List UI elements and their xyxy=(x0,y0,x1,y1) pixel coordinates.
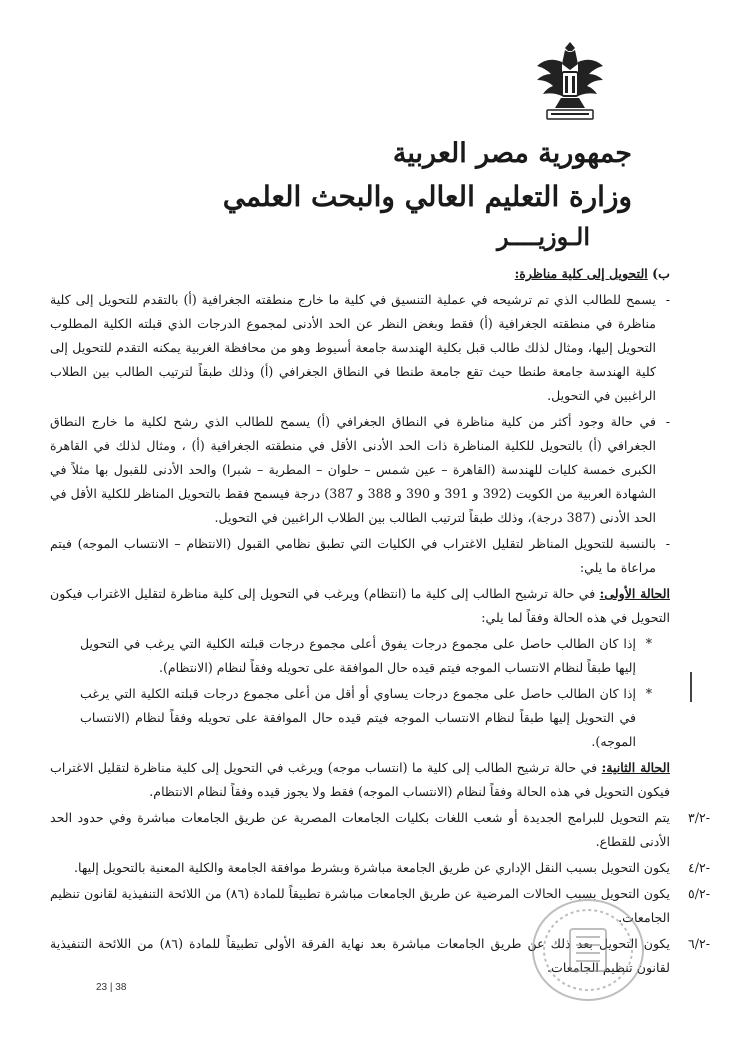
margin-mark xyxy=(690,672,692,702)
numbered-item-4 xyxy=(50,856,710,880)
dash-marker: - xyxy=(665,536,670,551)
paragraph-2-text: في حالة وجود أكثر من كلية مناظرة في النطاق الجغرافي (أ) يسمح للطالب الذي رشح لكلية ما خارج النطاق الجغرافي (أ) بالتحويل للكلية المناظرة ذات الحد الأدنى الأقل في منطقته الجغرافية (أ) ، ومثال لذلك في القاهرة الكبرى خمسة كليات للهندسة (القاهرة – عين شمس – حلوان – المطرية – شبرا) والحد الأدنى للقبول بها مثلاً في الشهادة العربية من الكويت (392 و 391 و 390 و 388 و 387) درجة فيسمح فقط بالتحويل المناظر للكلية الأقل في الحد الأدنى (387 درجة)، وذلك طبقاً لترتيب الطالب بين الطلاب الراغبين في التحويل. xyxy=(50,414,657,525)
numbered-item-6-num: ٦/٢- xyxy=(687,936,710,951)
case-1-label: الحالة الأولى: xyxy=(599,586,670,601)
page-number: 23 | 38 xyxy=(96,982,127,993)
letterhead-ministry: وزارة التعليم العالي والبحث العلمي xyxy=(222,180,632,213)
case-1-item-1 xyxy=(50,632,670,680)
asterisk-marker: * xyxy=(645,636,652,651)
case-2-label: الحالة الثانية: xyxy=(601,760,670,775)
paragraph-3-text: بالنسبة للتحويل المناظر لتقليل الاغتراب في الكليات التي تطبق نظامي القبول (الانتظام – الانتساب الموجه) فيتم مراعاة ما يلي: xyxy=(50,536,656,575)
paragraph-2 xyxy=(50,410,670,530)
case-1-item-1-text: إذا كان الطالب حاصل على مجموع درجات يفوق أعلى مجموع درجات قبلته الكلية التي يرغب في التحويل إليها طبقاً لنظام الانتساب الموجه فيتم قيده حال الموافقة على تحويله وفقاً لنظام (الانتظام). xyxy=(80,636,636,675)
paragraph-1 xyxy=(50,288,670,408)
numbered-item-4-num: ٤/٢- xyxy=(687,860,710,875)
numbered-item-5-num: ٥/٢- xyxy=(687,886,710,901)
case-1 xyxy=(50,582,670,630)
case-1-text: في حالة ترشيح الطالب إلى كلية ما (انتظام) ويرغب في التحويل إلى كلية مناظرة لتقليل الاغتراب فيكون التحويل في هذه الحالة وفقاً لما يلي: xyxy=(50,586,670,625)
paragraph-1-text: يسمح للطالب الذي تم ترشيحه في عملية التنسيق في كلية ما خارج منطقته الجغرافية (أ) بالتقدم للتحويل إلى كلية مناظرة في منطقته الجغرافية (أ) فقط وبغض النظر عن الحد الأدنى لمجموع الدرجات الذي قبلته الكلية المطلوب التحويل إليها، ومثال لذلك طالب قبل بكلية الهندسة جامعة أسيوط وهو من محافظة الغربية يمكنه التقدم للتحويل إلى كلية الهندسة جامعة طنطا حيث تقع جامعة طنطا في النطاق الجغرافي (أ) وذلك طبقاً لترتيب الطالب بين الطلاب الراغبين في التحويل. xyxy=(50,292,656,403)
numbered-item-3-num: ٣/٢- xyxy=(687,810,710,825)
numbered-item-6-text: يكون التحويل بعد ذلك عن طريق الجامعات مباشرة بعد نهاية الفرقة الأولى تطبيقاً للمادة (٨٦) من اللائحة التنفيذية لقانون تنظيم الجامعات. xyxy=(50,936,671,975)
numbered-item-5-text: يكون التحويل بسبب الحالات المرضية عن طريق الجامعات مباشرة تطبيقاً للمادة (٨٦) من اللائحة التنفيذية لقانون تنظيم الجامعات. xyxy=(50,886,670,925)
case-2-text: في حالة ترشيح الطالب إلى كلية ما (انتساب موجه) ويرغب في التحويل إلى كلية مناظرة لتقليل الاغتراب فيكون التحويل في هذه الحالة وفقاً لنظام (الانتساب الموجه) فقط ولا يجوز قيده وفقاً لنظام الانتظام. xyxy=(50,760,670,799)
document-body xyxy=(50,262,710,982)
numbered-item-3-text: يتم التحويل للبرامج الجديدة أو شعب اللغات بكليات الجامعات المصرية عن طريق الجامعات مباشرة وفي حدود الحد الأدنى للقطاع. xyxy=(50,810,670,849)
letterhead-minister: الـوزيــــر xyxy=(496,222,590,251)
dash-marker: - xyxy=(665,292,670,307)
letterhead-country: جمهورية مصر العربية xyxy=(392,138,632,169)
case-1-item-2-text: إذا كان الطالب حاصل على مجموع درجات يساوي أو أقل من أعلى مجموع درجات قبلته الكلية التي يرغب في التحويل إليها طبقاً لنظام الانتساب الموجه فيتم قيده حال الموافقة على تحويله وفقاً لنظام (الانتساب الموجه). xyxy=(80,686,636,749)
eagle-emblem-icon xyxy=(535,40,605,126)
numbered-item-4-text: يكون التحويل بسبب النقل الإداري عن طريق الجامعة مباشرة وبشرط موافقة الجامعة والكلية المعنية بالتحويل إليها. xyxy=(74,860,670,875)
case-2 xyxy=(50,756,670,804)
dash-marker: - xyxy=(665,414,670,429)
section-heading xyxy=(50,262,670,286)
asterisk-marker: * xyxy=(645,686,652,701)
case-1-item-2 xyxy=(50,682,670,754)
numbered-item-3 xyxy=(50,806,710,854)
section-marker: ب) xyxy=(652,266,670,281)
section-title: التحويل إلى كلية مناظرة: xyxy=(514,266,648,281)
official-stamp-icon xyxy=(528,895,648,1005)
paragraph-3 xyxy=(50,532,670,580)
